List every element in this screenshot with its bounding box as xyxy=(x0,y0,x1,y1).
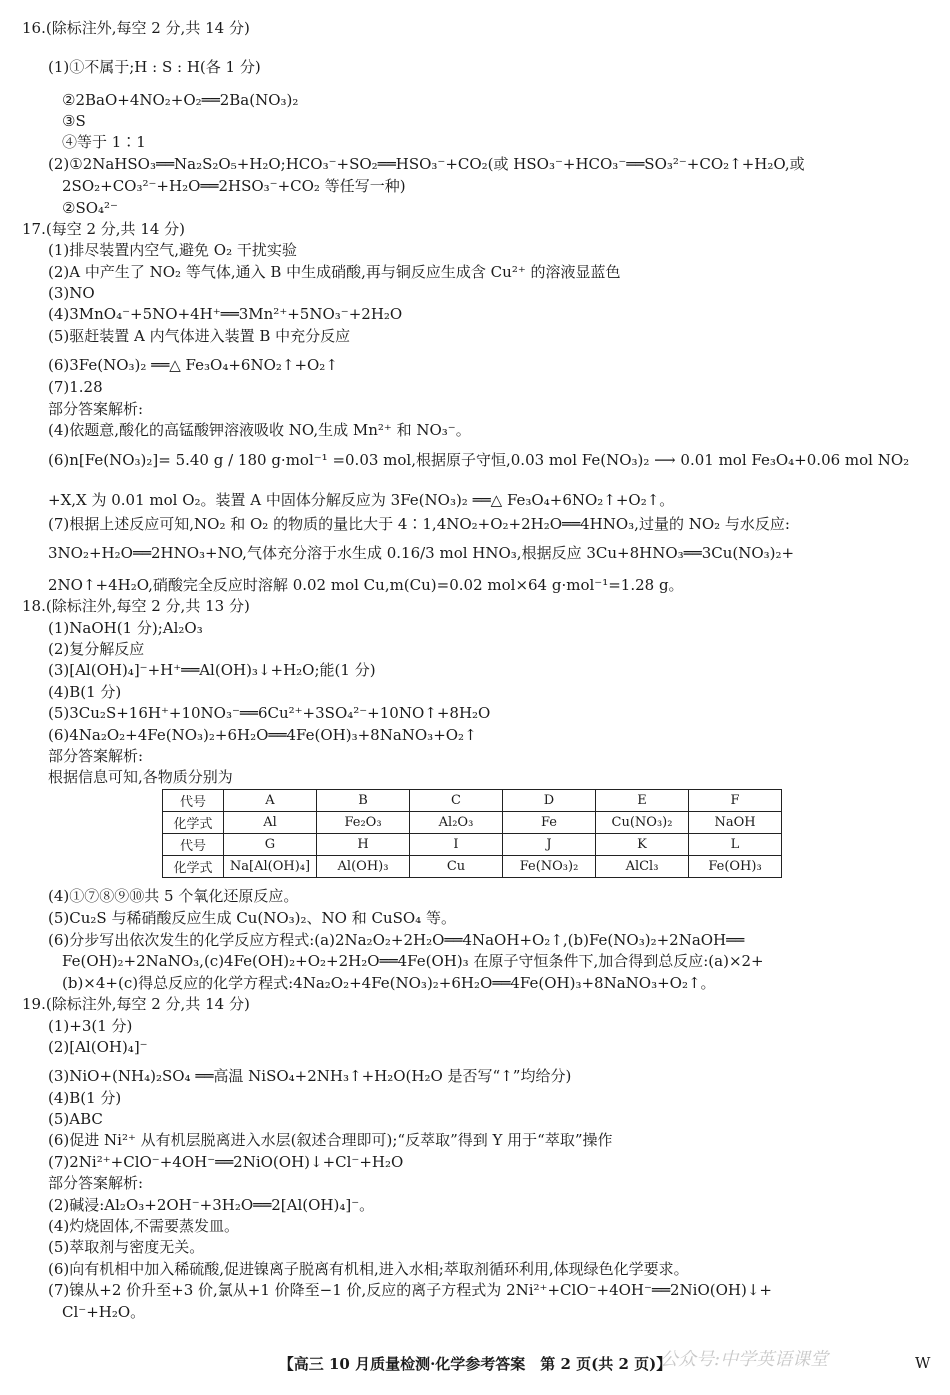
table-cell: K xyxy=(596,834,689,856)
table-cell: J xyxy=(503,834,596,856)
q17-analysis-4: (4)依题意,酸化的高锰酸钾溶液吸收 NO,生成 Mn²⁺ 和 NO₃⁻。 xyxy=(48,421,471,439)
q18-analysis-intro: 根据信息可知,各物质分别为 xyxy=(48,768,233,786)
q17-analysis-6: (6)n[Fe(NO₃)₂]= 5.40 g / 180 g·mol⁻¹ =0.03 mol,根据原子守恒,0.03 mol Fe(NO₃)₂ ⟶ 0.01 mol Fe₃O₄+0.06 mol NO₂ xyxy=(48,451,910,469)
q17-1: (1)排尽装置内空气,避免 O₂ 干扰实验 xyxy=(48,241,297,259)
table-cell: H xyxy=(317,834,410,856)
q16-1-1: (1)①不属于;H : S : H(各 1 分) xyxy=(48,58,261,76)
q17-6: (6)3Fe(NO₃)₂ ══△ Fe₃O₄+6NO₂↑+O₂↑ xyxy=(48,356,338,374)
q19-analysis-heading: 部分答案解析: xyxy=(48,1174,144,1192)
table-cell: Fe(NO₃)₂ xyxy=(503,856,596,878)
q19-heading: 19.(除标注外,每空 2 分,共 14 分) xyxy=(22,995,250,1013)
q18-5: (5)3Cu₂S+16H⁺+10NO₃⁻══6Cu²⁺+3SO₄²⁻+10NO↑+8H₂O xyxy=(48,704,491,722)
table-cell: Al(OH)₃ xyxy=(317,856,410,878)
table-cell: C xyxy=(410,790,503,812)
q17-analysis-7-cont2: 2NO↑+4H₂O,硝酸完全反应时溶解 0.02 mol Cu,m(Cu)=0.02 mol×64 g·mol⁻¹=1.28 g。 xyxy=(48,576,684,594)
table-cell: A xyxy=(224,790,317,812)
q19-7: (7)2Ni²⁺+ClO⁻+4OH⁻══2NiO(OH)↓+Cl⁻+H₂O xyxy=(48,1153,404,1171)
page-footer: 【高三 10 月质量检测·化学参考答案 第 2 页(共 2 页)】 xyxy=(278,1355,672,1373)
table-cell: Fe₂O₃ xyxy=(317,812,410,834)
table-cell: I xyxy=(410,834,503,856)
q18-analysis-4: (4)①⑦⑧⑨⑩共 5 个氧化还原反应。 xyxy=(48,887,299,905)
q17-analysis-7-cont1: 3NO₂+H₂O══2HNO₃+NO,气体充分溶于水生成 0.16/3 mol HNO₃,根据反应 3Cu+8HNO₃══3Cu(NO₃)₂+ xyxy=(48,544,795,562)
table-cell: Al xyxy=(224,812,317,834)
q18-3: (3)[Al(OH)₄]⁻+H⁺══Al(OH)₃↓+H₂O;能(1 分) xyxy=(48,661,376,679)
q19-analysis-4: (4)灼烧固体,不需要蒸发皿。 xyxy=(48,1217,240,1235)
q19-analysis-7: (7)镍从+2 价升至+3 价,氯从+1 价降至−1 价,反应的离子方程式为 2Ni²⁺+ClO⁻+4OH⁻══2NiO(OH)↓+ xyxy=(48,1281,772,1299)
watermark: 公众号:中学英语课堂 xyxy=(660,1349,829,1370)
table-cell: Fe(OH)₃ xyxy=(689,856,782,878)
q18-analysis-6-cont2: (b)×4+(c)得总反应的化学方程式:4Na₂O₂+4Fe(NO₃)₂+6H₂O══4Fe(OH)₃+8NaNO₃+O₂↑。 xyxy=(62,974,716,992)
q19-analysis-5: (5)萃取剂与密度无关。 xyxy=(48,1238,205,1256)
q18-6: (6)4Na₂O₂+4Fe(NO₃)₂+6H₂O══4Fe(OH)₃+8NaNO₃+O₂↑ xyxy=(48,726,477,744)
table-cell: 代号 xyxy=(163,790,224,812)
table-cell: L xyxy=(689,834,782,856)
table-cell: Na[Al(OH)₄] xyxy=(224,856,317,878)
q16-heading: 16.(除标注外,每空 2 分,共 14 分) xyxy=(22,19,250,37)
q16-2-1-cont: 2SO₂+CO₃²⁻+H₂O══2HSO₃⁻+CO₂ 等任写一种) xyxy=(62,177,406,195)
q17-analysis-heading: 部分答案解析: xyxy=(48,400,144,418)
q16-1-2: ②2BaO+4NO₂+O₂══2Ba(NO₃)₂ xyxy=(62,91,299,109)
table-cell: 化学式 xyxy=(163,856,224,878)
q17-2: (2)A 中产生了 NO₂ 等气体,通入 B 中生成硝酸,再与铜反应生成含 Cu²⁺ 的溶液显蓝色 xyxy=(48,263,621,281)
q19-5: (5)ABC xyxy=(48,1110,103,1128)
q18-1: (1)NaOH(1 分);Al₂O₃ xyxy=(48,619,203,637)
q17-analysis-7: (7)根据上述反应可知,NO₂ 和 O₂ 的物质的量比大于 4∶1,4NO₂+O₂+2H₂O══4HNO₃,过量的 NO₂ 与水反应: xyxy=(48,515,790,533)
q18-analysis-6: (6)分步写出依次发生的化学反应方程式:(a)2Na₂O₂+2H₂O══4NaOH+O₂↑,(b)Fe(NO₃)₂+2NaOH══ xyxy=(48,931,745,949)
q18-analysis-5: (5)Cu₂S 与稀硝酸反应生成 Cu(NO₃)₂、NO 和 CuSO₄ 等。 xyxy=(48,909,456,927)
q17-heading: 17.(每空 2 分,共 14 分) xyxy=(22,220,186,238)
table-cell: Fe xyxy=(503,812,596,834)
q18-2: (2)复分解反应 xyxy=(48,640,145,658)
q17-3: (3)NO xyxy=(48,284,95,302)
table-cell: 代号 xyxy=(163,834,224,856)
q18-analysis-heading: 部分答案解析: xyxy=(48,747,144,765)
table-cell: Al₂O₃ xyxy=(410,812,503,834)
q19-3: (3)NiO+(NH₄)₂SO₄ ══高温 NiSO₄+2NH₃↑+H₂O(H₂O 是否写“↑”均给分) xyxy=(48,1067,572,1085)
table-cell: AlCl₃ xyxy=(596,856,689,878)
q19-6: (6)促进 Ni²⁺ 从有机层脱离进入水层(叙述合理即可);“反萃取”得到 Y 用于“萃取”操作 xyxy=(48,1131,613,1149)
table-cell: NaOH xyxy=(689,812,782,834)
q16-2-1: (2)①2NaHSO₃══Na₂S₂O₅+H₂O;HCO₃⁻+SO₂══HSO₃⁻+CO₂(或 HSO₃⁻+HCO₃⁻══SO₃²⁻+CO₂↑+H₂O,或 xyxy=(48,155,805,173)
q17-5: (5)驱赶装置 A 内气体进入装置 B 中充分反应 xyxy=(48,327,351,345)
q19-2: (2)[Al(OH)₄]⁻ xyxy=(48,1038,148,1056)
table-row xyxy=(163,812,782,834)
table-cell: E xyxy=(596,790,689,812)
q18-4: (4)B(1 分) xyxy=(48,683,122,701)
table-row xyxy=(163,834,782,856)
table-cell: Cu(NO₃)₂ xyxy=(596,812,689,834)
q17-7: (7)1.28 xyxy=(48,378,103,396)
corner-mark: W xyxy=(915,1354,931,1372)
q19-analysis-2: (2)碱浸:Al₂O₃+2OH⁻+3H₂O══2[Al(OH)₄]⁻。 xyxy=(48,1196,375,1214)
table-row xyxy=(163,856,782,878)
q19-analysis-7-cont: Cl⁻+H₂O。 xyxy=(62,1303,146,1321)
q17-4: (4)3MnO₄⁻+5NO+4H⁺══3Mn²⁺+5NO₃⁻+2H₂O xyxy=(48,305,403,323)
table-row xyxy=(163,790,782,812)
q19-analysis-6: (6)向有机相中加入稀硫酸,促进镍离子脱离有机相,进入水相;萃取剂循环利用,体现绿色化学要求。 xyxy=(48,1260,689,1278)
q18-analysis-6-cont1: Fe(OH)₂+2NaNO₃,(c)4Fe(OH)₂+O₂+2H₂O══4Fe(OH)₃ 在原子守恒条件下,加合得到总反应:(a)×2+ xyxy=(62,952,764,970)
table-cell: B xyxy=(317,790,410,812)
q17-analysis-6-cont: +X,X 为 0.01 mol O₂。装置 A 中固体分解反应为 3Fe(NO₃)₂ ══△ Fe₃O₄+6NO₂↑+O₂↑。 xyxy=(48,491,675,509)
q19-4: (4)B(1 分) xyxy=(48,1089,122,1107)
table-cell: F xyxy=(689,790,782,812)
q16-2-2: ②SO₄²⁻ xyxy=(62,199,118,217)
q18-heading: 18.(除标注外,每空 2 分,共 13 分) xyxy=(22,597,250,615)
q16-1-3: ③S xyxy=(62,112,86,130)
table-cell: 化学式 xyxy=(163,812,224,834)
substance-table xyxy=(162,789,782,878)
q19-1: (1)+3(1 分) xyxy=(48,1017,133,1035)
table-cell: Cu xyxy=(410,856,503,878)
table-cell: G xyxy=(224,834,317,856)
table-cell: D xyxy=(503,790,596,812)
q16-1-4: ④等于 1∶1 xyxy=(62,133,146,151)
